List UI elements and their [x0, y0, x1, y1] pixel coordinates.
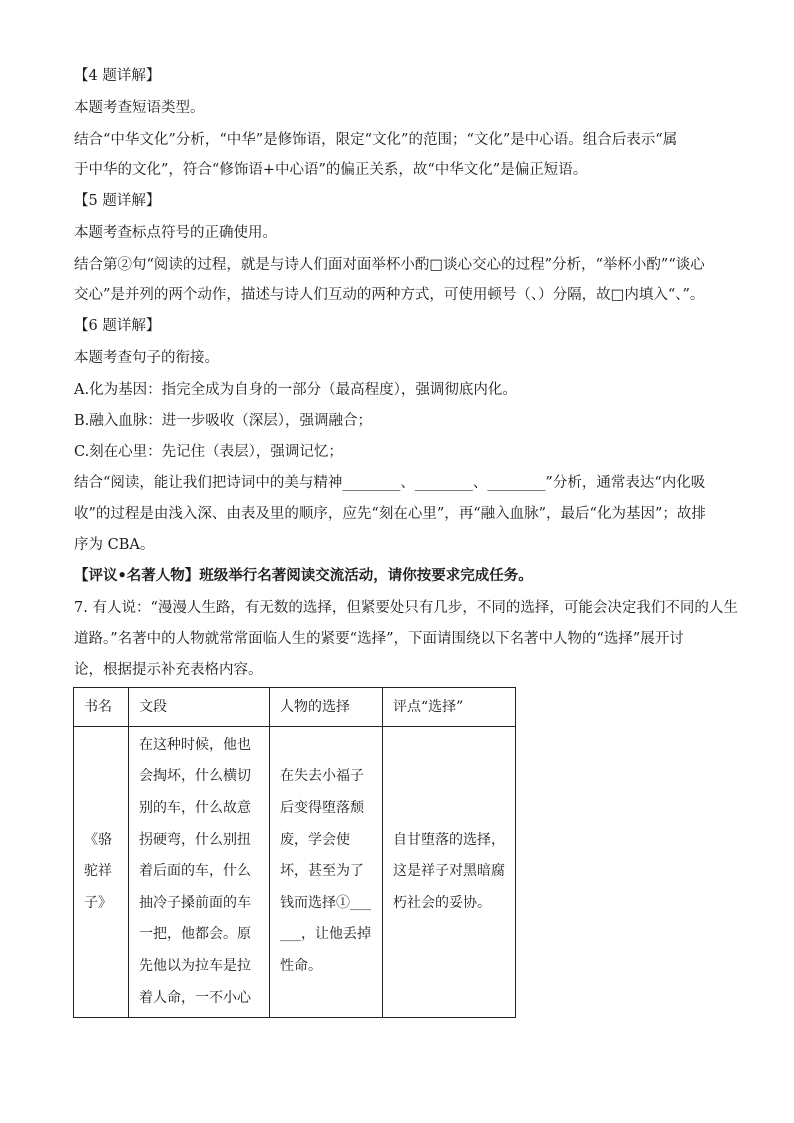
text-line: 本题考查句子的衔接。: [74, 350, 219, 366]
question-7: 7. 有人说：“漫漫人生路，有无数的选择，但紧要处只有几步，不同的选择，可能会决定我们不同的人生: [74, 600, 738, 616]
cell-passage: 在这种时候，他也会掏坏，什么横切别的车，什么故意拐硬弯，什么别扭着后面的车，什么抽冷子搡前面的车一把，他都会。原先他以为拉车是拉着人命，一不小心: [129, 727, 270, 1018]
text-line: 论，根据提示补充表格内容。: [74, 662, 263, 678]
character-choice-table: [73, 687, 516, 1018]
heading-q6: 【6 题详解】: [74, 318, 161, 334]
text-line: 结合“中华文化”分析，“中华”是修饰语，限定“文化”的范围；“文化”是中心语。组合后表示“属: [74, 132, 678, 148]
heading-q4: 【4 题详解】: [74, 68, 161, 84]
header-choice: 人物的选择: [270, 688, 383, 727]
text-line: 本题考查标点符号的正确使用。: [74, 225, 277, 241]
text-line: 交心”是并列的两个动作，描述与诗人们互动的两种方式，可使用顿号（、）分隔，故□内填入“、”。: [74, 287, 705, 303]
text-line: 收”的过程是由浅入深、由表及里的顺序，应先“刻在心里”，再“融入血脉”，最后“化为基因”；故排: [74, 506, 706, 522]
header-passage: 文段: [129, 688, 270, 727]
text-line: 于中华的文化”，符合“修饰语+中心语”的偏正关系，故“中华文化”是偏正短语。: [74, 162, 588, 178]
table-row: [74, 727, 516, 1018]
text-line: 序为 CBA。: [74, 537, 155, 553]
section-heading: 【评议•名著人物】班级举行名著阅读交流活动，请你按要求完成任务。: [74, 567, 533, 584]
header-comment: 评点“选择”: [383, 688, 516, 727]
cell-choice: 在失去小福子后变得堕落颓废，学会使坏，甚至为了钱而选择①______，让他丢掉性命。: [270, 727, 383, 1018]
text-line: 结合“阅读，能让我们把诗词中的美与精神________、________、________”分析，通常表达“内化吸: [74, 475, 706, 491]
text-line: 本题考查短语类型。: [74, 100, 205, 116]
table-header-row: [74, 688, 516, 727]
text-line: 结合第②句“阅读的过程，就是与诗人们面对面举杯小酌□谈心交心的过程”分析，“举杯小酌”“谈心: [74, 257, 705, 273]
text-line: B.融入血脉：进一步吸收（深层），强调融合；: [74, 413, 373, 429]
text-line: A.化为基因：指完全成为自身的一部分（最高程度），强调彻底内化。: [74, 382, 517, 398]
header-book: 书名: [74, 688, 129, 727]
cell-comment: 自甘堕落的选择，这是祥子对黑暗腐朽社会的妥协。: [383, 727, 516, 1018]
text-line: C.刻在心里：先记住（表层），强调记忆；: [74, 444, 343, 460]
cell-book: 《骆驼祥子》: [74, 727, 129, 1018]
heading-q5: 【5 题详解】: [74, 193, 161, 209]
text-line: 道路。”名著中的人物就常常面临人生的紧要“选择”，下面请围绕以下名著中人物的“选择”展开讨: [74, 631, 684, 647]
